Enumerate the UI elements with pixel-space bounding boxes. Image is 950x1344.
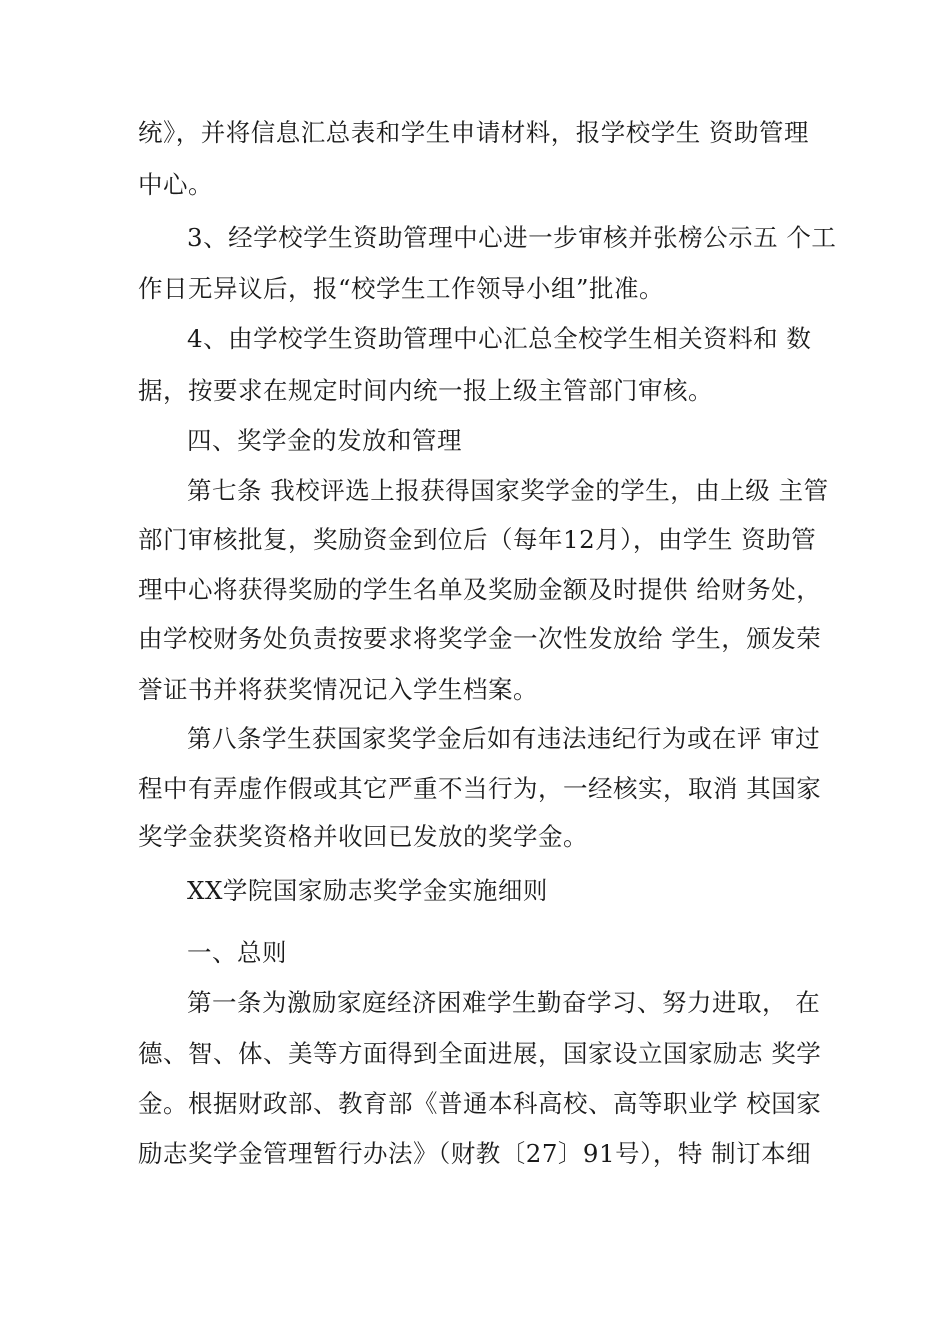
paragraph-line: 3、经学校学生资助管理中心进一步审核并张榜公示五 个工	[187, 223, 837, 252]
paragraph-line: 中心。	[138, 170, 213, 199]
section-heading: 四、奖学金的发放和管理	[187, 426, 462, 455]
paragraph-line: 统》，并将信息汇总表和学生申请材料，报学校学生 资助管理	[138, 118, 810, 147]
paragraph-line: 由学校财务处负责按要求将奖学金一次性发放给 学生，颁发荣	[138, 624, 822, 653]
paragraph-line: 据，按要求在规定时间内统一报上级主管部门审核。	[138, 376, 713, 405]
paragraph-line: 第八条学生获国家奖学金后如有违法违纪行为或在评 审过	[187, 724, 821, 753]
paragraph-line: 奖学金获奖资格并收回已发放的奖学金。	[138, 822, 588, 851]
paragraph-line: 誉证书并将获奖情况记入学生档案。	[138, 675, 538, 704]
paragraph-line: 励志奖学金管理暂行办法》（财教〔27〕91号），特 制订本细	[138, 1139, 812, 1168]
paragraph-line: 第七条 我校评选上报获得国家奖学金的学生，由上级 主管	[187, 476, 829, 505]
paragraph-line: 德、智、体、美等方面得到全面进展，国家设立国家励志 奖学	[138, 1039, 822, 1068]
paragraph-line: 金。根据财政部、教育部《普通本科高校、高等职业学 校国家	[138, 1089, 822, 1118]
document-title: XX学院国家励志奖学金实施细则	[187, 876, 548, 905]
paragraph-line: 部门审核批复，奖励资金到位后（每年12月），由学生 资助管	[138, 525, 817, 554]
paragraph-line: 理中心将获得奖励的学生名单及奖励金额及时提供 给财务处，	[138, 575, 822, 604]
paragraph-line: 作日无异议后，报“校学生工作领导小组”批准。	[138, 274, 665, 303]
paragraph-line: 4、由学校学生资助管理中心汇总全校学生相关资料和 数	[187, 324, 812, 353]
section-heading: 一、总则	[187, 938, 287, 967]
paragraph-line: 程中有弄虚作假或其它严重不当行为，一经核实，取消 其国家	[138, 774, 822, 803]
paragraph-line: 第一条为激励家庭经济困难学生勤奋学习、努力进取， 在	[187, 988, 821, 1017]
